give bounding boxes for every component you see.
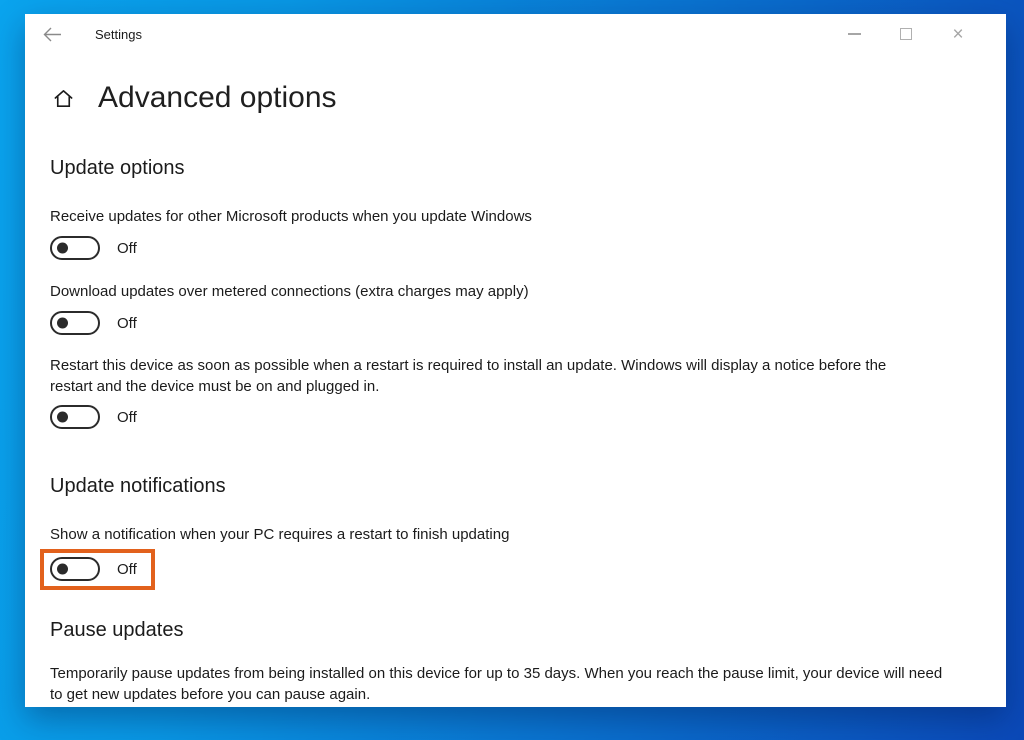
toggle-knob <box>57 564 68 575</box>
highlight-box <box>40 549 155 590</box>
page-title: Advanced options <box>98 81 337 114</box>
minimize-button[interactable] <box>828 14 880 54</box>
toggle-state-label: Off <box>117 239 137 257</box>
toggle-switch-restart-device[interactable] <box>50 405 100 429</box>
toggle-state-label: Off <box>117 408 137 426</box>
section-heading-update-notifications: Update notifications <box>50 475 226 497</box>
toggle-row-microsoft-products <box>50 236 956 260</box>
home-icon <box>52 87 75 110</box>
close-button[interactable] <box>932 14 984 54</box>
minimize-icon <box>848 33 861 35</box>
settings-content <box>25 81 1006 705</box>
toggle-label-restart-device: Restart this device as soon as possible when a restart is required to install an update. Windows will display a notice before the restart and the device must be on and plugged in. <box>50 357 887 395</box>
section-heading-pause-updates: Pause updates <box>50 619 184 641</box>
toggle-label-metered-connections: Download updates over metered connections (extra charges may apply) <box>50 283 529 300</box>
pause-updates-description: Temporarily pause updates from being installed on this device for up to 35 days. When you reach the pause limit, your device will need to get new updates before you can pause again. <box>50 665 943 703</box>
toggle-label-microsoft-products: Receive updates for other Microsoft products when you update Windows <box>50 208 532 225</box>
back-arrow-icon <box>43 27 62 42</box>
section-heading-update-options: Update options <box>50 157 185 179</box>
toggle-label-restart-notification: Show a notification when your PC requires a restart to finish updating <box>50 526 510 543</box>
toggle-switch-metered-connections[interactable] <box>50 311 100 335</box>
back-button[interactable] <box>41 25 63 43</box>
maximize-icon <box>900 28 912 40</box>
toggle-knob <box>57 243 68 254</box>
close-icon: × <box>952 23 964 45</box>
toggle-switch-microsoft-products[interactable] <box>50 236 100 260</box>
toggle-knob <box>57 412 68 423</box>
settings-window <box>25 14 1006 707</box>
toggle-state-label: Off <box>117 314 137 332</box>
toggle-row-restart-device <box>50 405 956 429</box>
toggle-state-label: Off <box>117 560 137 578</box>
page-header <box>50 81 956 115</box>
toggle-knob <box>57 318 68 329</box>
maximize-button[interactable] <box>880 14 932 54</box>
window-controls <box>828 14 984 54</box>
toggle-row-metered-connections <box>50 311 956 335</box>
titlebar <box>25 14 1006 54</box>
toggle-row-restart-notification <box>50 557 137 581</box>
window-title: Settings <box>95 26 142 42</box>
toggle-switch-restart-notification[interactable] <box>50 557 100 581</box>
